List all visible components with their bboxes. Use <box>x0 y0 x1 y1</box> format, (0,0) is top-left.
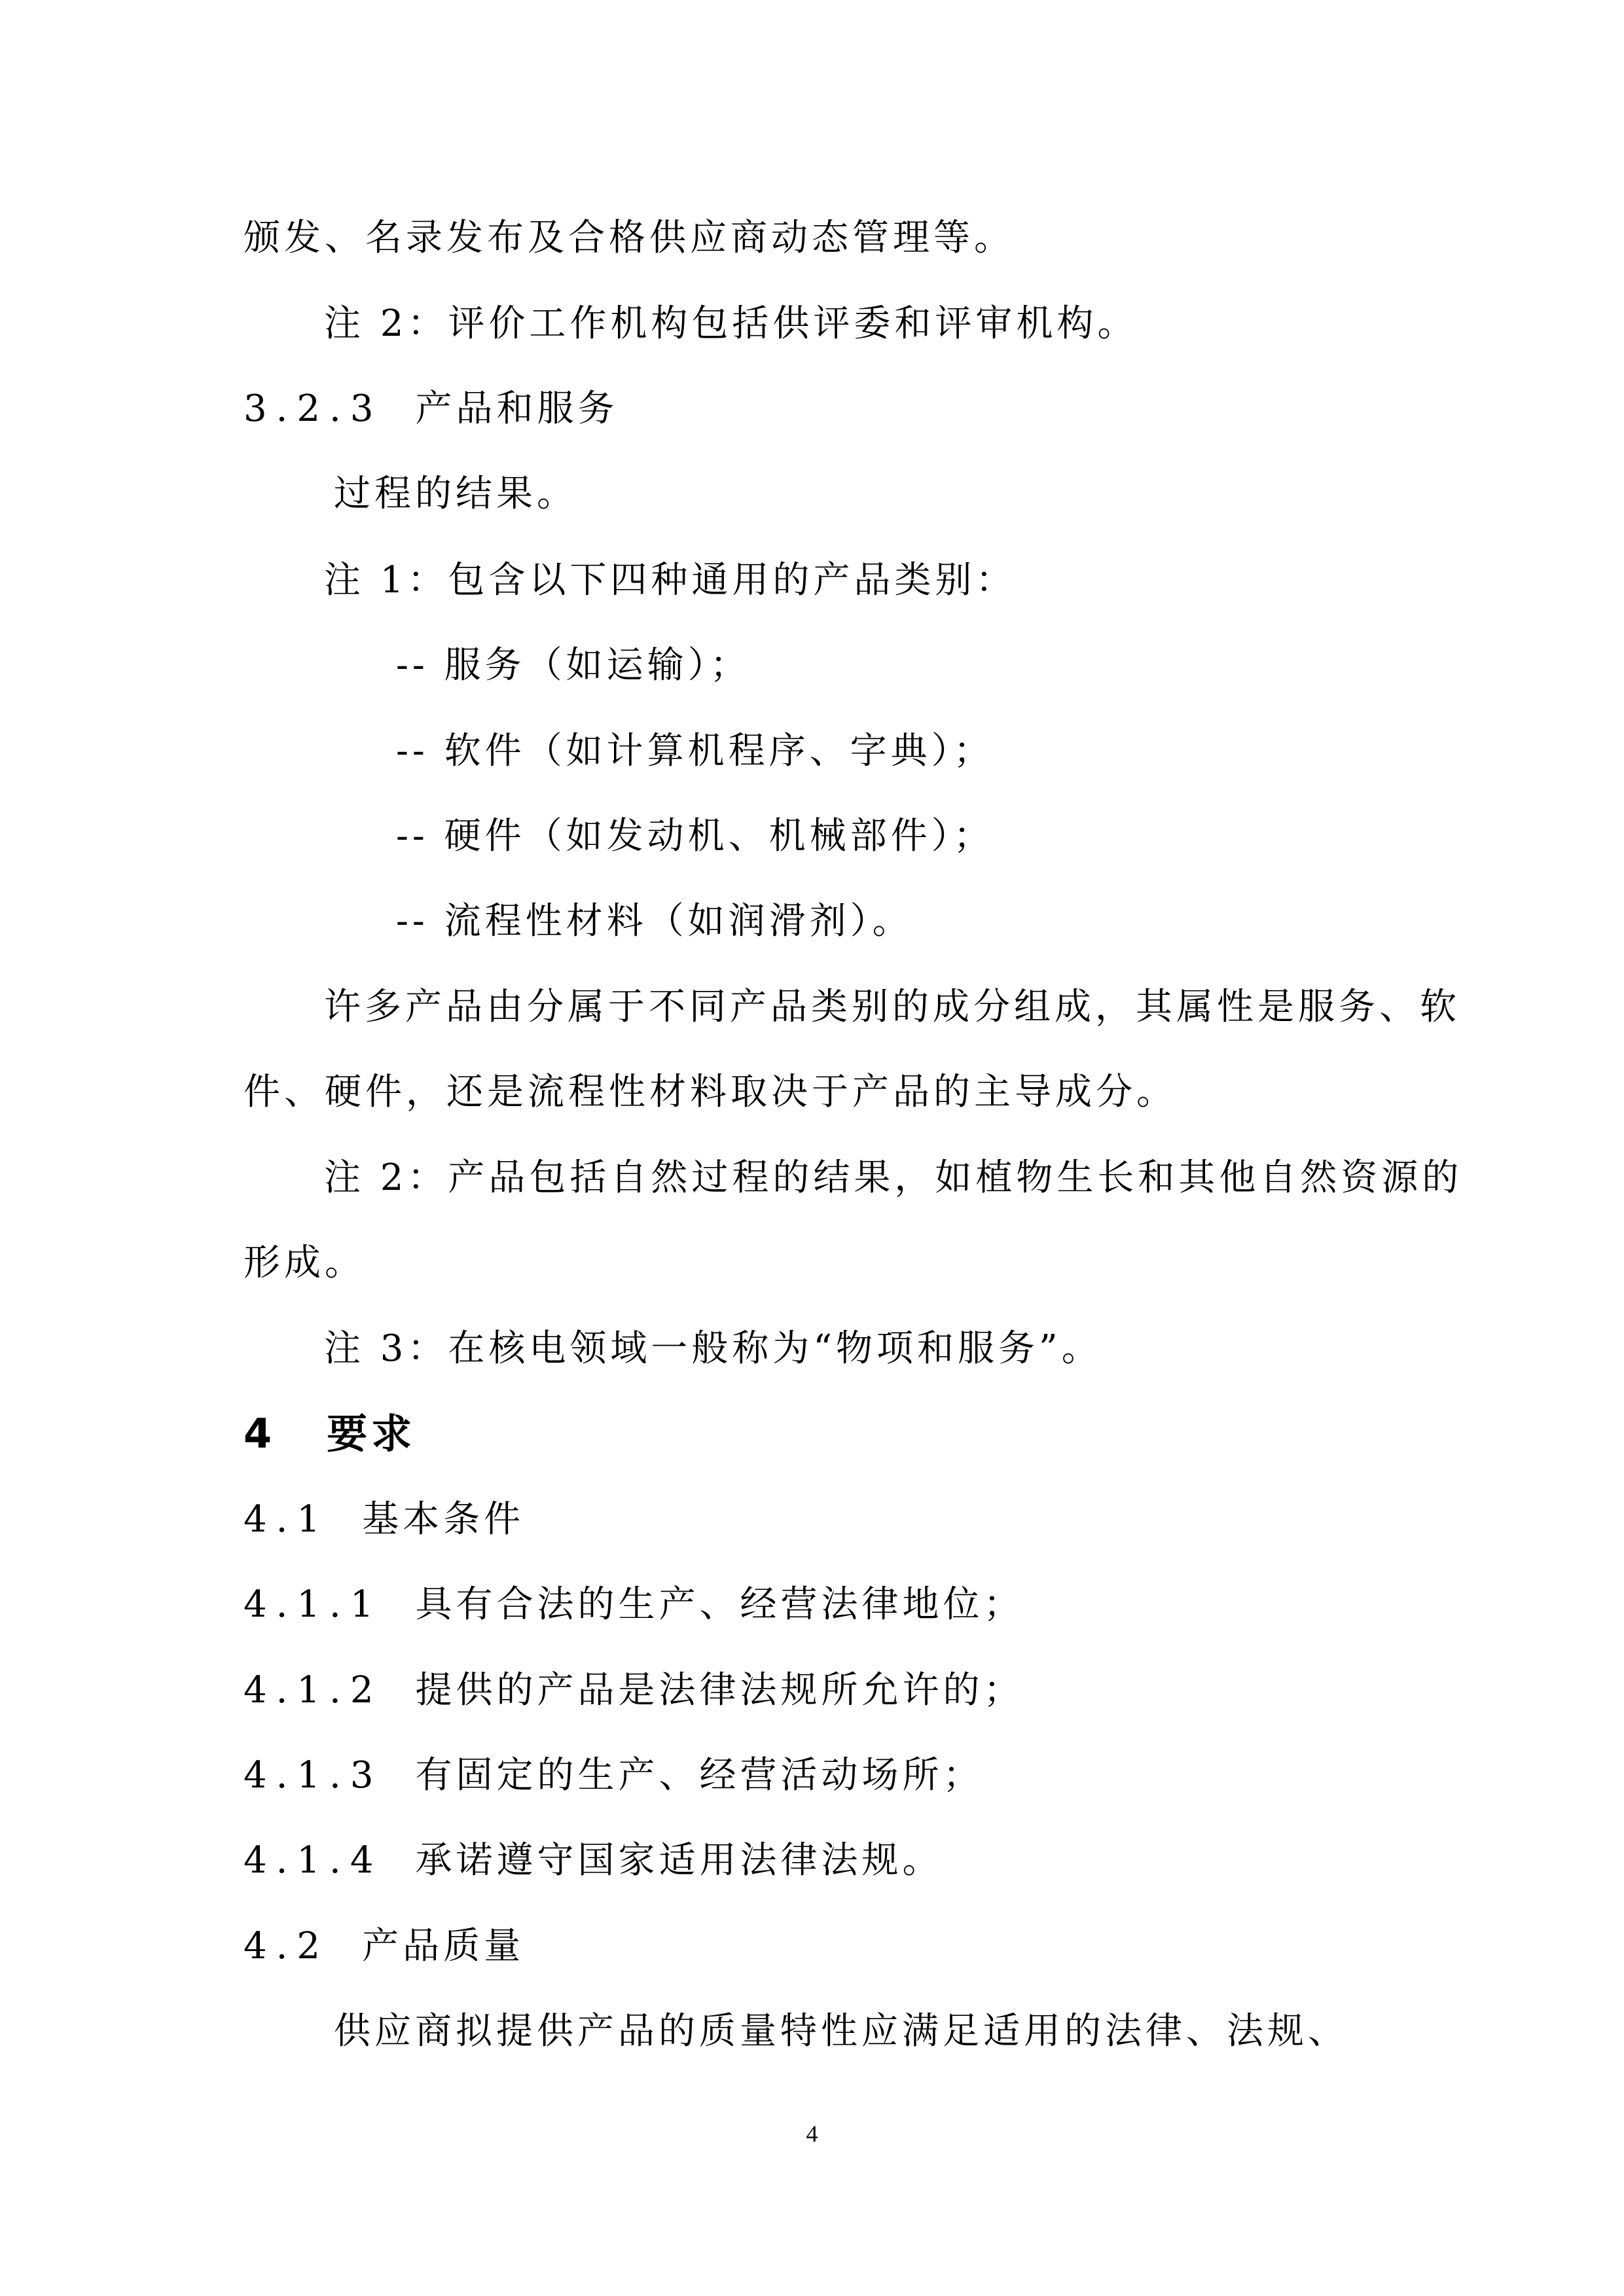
section-title: 产品质量 <box>362 1925 525 1967</box>
section-number: 4.1 <box>244 1498 330 1541</box>
section-title: 基本条件 <box>362 1498 525 1541</box>
section-heading-3-2-3 <box>244 383 619 435</box>
clause-number: 4.1.1 <box>244 1583 383 1626</box>
page-number: 4 <box>806 2121 818 2147</box>
note-text: 注 2：产品包括自然过程的结果，如植物生长和其他自然资源的 <box>324 1157 1463 1199</box>
list-item: -- 硬件（如发动机、机械部件）； <box>396 815 994 857</box>
body-text-line: 许多产品由分属于不同产品类别的成分组成，其属性是服务、软 <box>324 986 1460 1028</box>
clause-text: 承诺遵守国家适用法律法规。 <box>415 1839 943 1882</box>
section-title: 产品和服务 <box>415 387 619 430</box>
body-text-line: 颁发、名录发布及合格供应商动态管理等。 <box>244 217 1015 259</box>
clause-4-1-2 <box>244 1664 1024 1717</box>
body-text-line: 过程的结果。 <box>334 473 577 515</box>
clause-4-1-1 <box>244 1579 1024 1631</box>
note-text: 形成。 <box>244 1242 365 1284</box>
section-number: 4.2 <box>244 1925 330 1967</box>
section-heading-4 <box>244 1408 416 1460</box>
note-text: 注 3：在核电领域一般称为“物项和服务”。 <box>324 1327 1102 1370</box>
list-item: -- 流程性材料（如润滑剂）。 <box>396 900 913 942</box>
list-item: -- 软件（如计算机程序、字典）； <box>396 730 994 772</box>
clause-text: 提供的产品是法律法规所允许的； <box>415 1669 1024 1712</box>
section-heading-4-2 <box>244 1920 524 1973</box>
clause-4-1-3 <box>244 1749 984 1802</box>
clause-number: 4.1.3 <box>244 1754 383 1797</box>
body-text-line: 件、硬件，还是流程性材料取决于产品的主导成分。 <box>244 1071 1177 1113</box>
clause-text: 有固定的生产、经营活动场所； <box>415 1754 984 1797</box>
section-title: 要求 <box>327 1410 416 1458</box>
body-text-line: 供应商拟提供产品的质量特性应满足适用的法律、法规、 <box>334 2010 1348 2053</box>
clause-number: 4.1.2 <box>244 1669 383 1712</box>
note-text: 注 2：评价工作机构包括供评委和评审机构。 <box>324 302 1138 345</box>
clause-text: 具有合法的生产、经营法律地位； <box>415 1583 1024 1626</box>
clause-4-1-4 <box>244 1835 943 1887</box>
section-number: 3.2.3 <box>244 387 383 430</box>
clause-number: 4.1.4 <box>244 1839 383 1882</box>
section-number: 4 <box>244 1410 281 1458</box>
list-item: -- 服务（如运输）； <box>396 644 751 687</box>
section-heading-4-1 <box>244 1494 524 1546</box>
note-text: 注 1：包含以下四种通用的产品类别： <box>324 559 1017 601</box>
